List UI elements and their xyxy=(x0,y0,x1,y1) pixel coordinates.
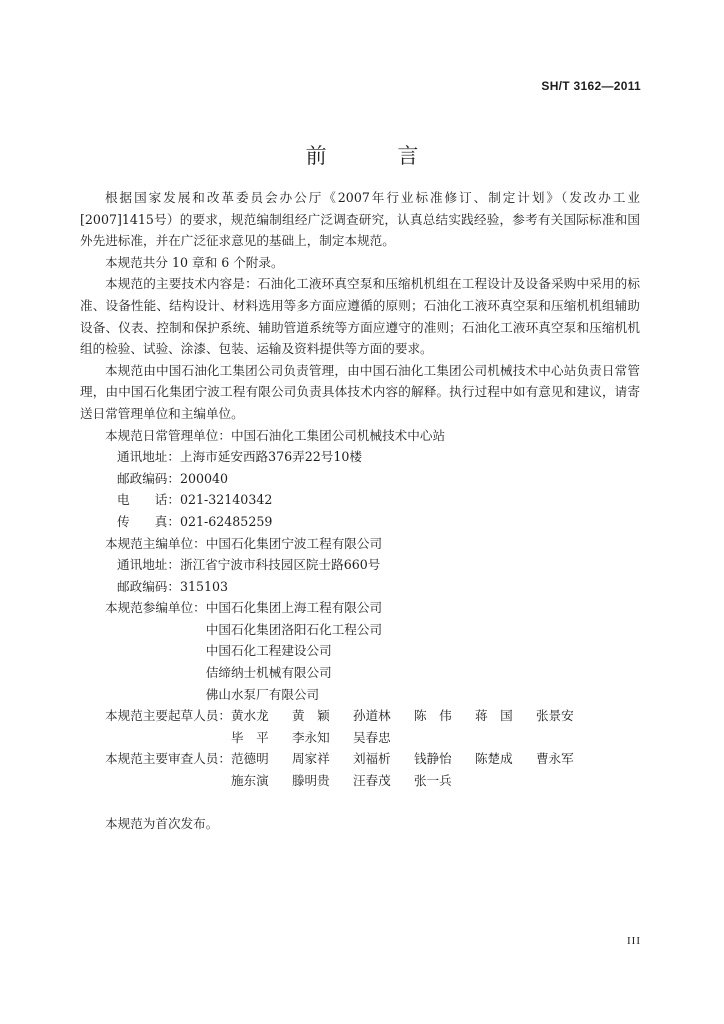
standard-code: SH/T 3162—2011 xyxy=(541,79,641,93)
drafter-name: 黄 颖 xyxy=(291,708,330,724)
daily-manager-row xyxy=(80,425,640,447)
drafter-name: 孙道林 xyxy=(352,708,391,724)
paragraph-content: 本规范的主要技术内容是：石油化工液环真空泵和压缩机机组在工程设计及设备采购中采用的标准、设备性能、结构设计、材料选用等多方面应遵循的原则；石油化工液环真空泵和压缩机机组辅助设备、仪表、控制和保护系统、辅助管道系统等方面应遵守的准则；石油化工液环真空泵和压缩机机组的检验、试验、涂漆、包装、运输及资料提供等方面的要求。 xyxy=(80,276,640,357)
drafter-name: 蒋 国 xyxy=(474,708,513,724)
participant-unit: 中国石化工程建设公司 xyxy=(205,643,332,659)
closing-statement: 本规范为首次发布。 xyxy=(105,815,219,831)
fax-value: 021-62485259 xyxy=(179,513,273,529)
address-label: 通讯地址： xyxy=(117,449,180,465)
paragraph-structure: 本规范共分 10 章和 6 个附录。 xyxy=(105,254,284,270)
drafter-name: 毕 平 xyxy=(230,729,269,745)
chief-editor-address-row xyxy=(80,554,640,576)
drafter-name: 陈 伟 xyxy=(413,708,452,724)
postcode-value: 200040 xyxy=(179,470,229,486)
reviewer-name: 曹永军 xyxy=(535,751,574,767)
daily-manager-fax-row xyxy=(80,511,640,533)
participants-label: 本规范参编单位： xyxy=(105,600,206,616)
participants-list xyxy=(206,597,640,705)
chief-editor-label: 本规范主编单位： xyxy=(105,535,206,551)
fax-label: 传 真： xyxy=(117,513,180,529)
participant-unit: 中国石化集团上海工程有限公司 xyxy=(205,600,383,616)
chief-editor-row xyxy=(80,533,640,555)
postcode-value: 315103 xyxy=(179,578,229,594)
reviewer-name: 陈楚成 xyxy=(474,751,513,767)
chief-editor-name: 中国石化集团宁波工程有限公司 xyxy=(205,535,383,551)
reviewer-name: 滕明贵 xyxy=(291,773,330,789)
page-number: III xyxy=(627,935,641,947)
phone-label: 电 话： xyxy=(117,492,180,508)
page-title: 前 言 xyxy=(305,144,451,168)
paragraph-basis: 根据国家发展和改革委员会办公厅《2007年行业标准修订、制定计划》（发改办工业[2007]1415号）的要求，规范编制组经广泛调查研究，认真总结实践经验，参考有关国际标准和国外先进标准，并在广泛征求意见的基础上，制定本规范。 xyxy=(80,190,640,249)
postcode-label: 邮政编码： xyxy=(117,470,180,486)
address-value: 浙江省宁波市科技园区院士路660号 xyxy=(179,557,381,573)
drafter-name: 张景安 xyxy=(535,708,574,724)
participant-unit: 佛山水泵厂有限公司 xyxy=(205,686,320,702)
phone-value: 021-32140342 xyxy=(179,492,273,508)
spacer xyxy=(80,792,640,813)
reviewer-name: 汪春茂 xyxy=(352,773,391,789)
drafters-list xyxy=(231,705,640,748)
paragraph-management: 本规范由中国石油化工集团公司负责管理，由中国石油化工集团公司机械技术中心站负责日常管理，由中国石化集团宁波工程有限公司负责具体技术内容的解释。执行过程中如有意见和建议，请寄送日常管理单位和主编单位。 xyxy=(80,362,640,421)
address-value: 上海市延安西路376弄22号10楼 xyxy=(179,449,362,465)
address-label: 通讯地址： xyxy=(117,557,180,573)
daily-manager-phone-row xyxy=(80,489,640,511)
daily-manager-postcode-row xyxy=(80,468,640,490)
drafters-label: 本规范主要起草人员： xyxy=(105,708,231,724)
reviewer-name: 范德明 xyxy=(230,751,269,767)
drafter-name: 黄水龙 xyxy=(230,708,269,724)
participant-unit: 佶缔纳士机械有限公司 xyxy=(205,665,332,681)
daily-manager-label: 本规范日常管理单位： xyxy=(105,427,231,443)
document-body xyxy=(80,187,640,834)
participant-unit: 中国石化集团洛阳石化工程公司 xyxy=(205,621,383,637)
postcode-label: 邮政编码： xyxy=(117,578,180,594)
daily-manager-address-row xyxy=(80,446,640,468)
reviewer-name: 钱静怡 xyxy=(413,751,452,767)
reviewers-row xyxy=(80,748,640,791)
reviewers-list xyxy=(231,748,640,791)
drafter-name: 吴春忠 xyxy=(352,729,391,745)
participants-row xyxy=(80,597,640,705)
reviewer-name: 刘福析 xyxy=(352,751,391,767)
drafters-row xyxy=(80,705,640,748)
reviewers-label: 本规范主要审查人员： xyxy=(105,751,231,767)
reviewer-name: 张一兵 xyxy=(413,773,452,789)
reviewer-name: 施东演 xyxy=(230,773,269,789)
chief-editor-postcode-row xyxy=(80,576,640,598)
reviewer-name: 周家祥 xyxy=(291,751,330,767)
drafter-name: 李永知 xyxy=(291,729,330,745)
daily-manager-name: 中国石油化工集团公司机械技术中心站 xyxy=(230,427,446,443)
